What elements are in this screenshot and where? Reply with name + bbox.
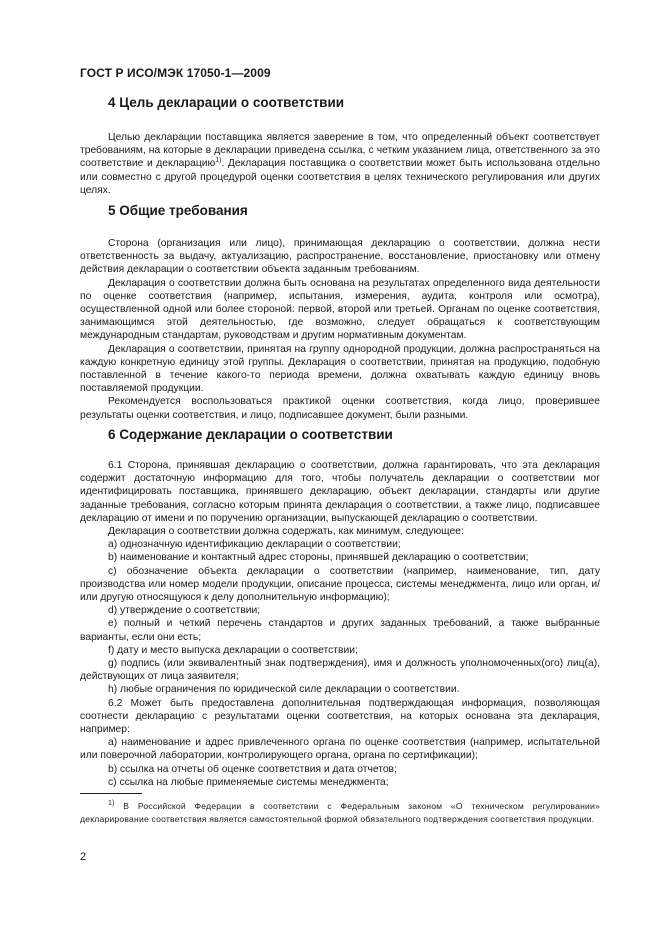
paragraph: Декларация о соответствии должна содержать, как минимум, следующее: — [108, 526, 464, 538]
footnote-divider — [80, 793, 142, 794]
list-item: g) подпись (или эквивалентный знак подтверждения), имя и должность уполномоченных(ого) лиц(а), действующих от лица заявителя; — [80, 658, 600, 683]
list-item: a) наименование и адрес привлеченного органа по оценке соответствия (например, испытательной или поверочной лаборатории, контролирующего органа, органа по сертификации); — [80, 737, 600, 762]
section-4-paragraph — [80, 131, 600, 197]
list-item: e) полный и четкий перечень стандартов и других заданных требований, а также выбранные варианты, если они есть; — [80, 618, 600, 643]
list-item: f) дату и место выпуска декларации о соответствии; — [108, 644, 358, 656]
paragraph: 6.2 Может быть предоставлена дополнительная подтверждающая информация, позволяющая соотнести декларацию с результатами оценки соответствия, на которых основана эта декларация, например: — [80, 697, 600, 736]
footnote — [80, 800, 600, 825]
footnote-marker: 1) — [108, 800, 115, 807]
section-4-text-part-1: Целью декларации поставщика является заверение в том, что определенный объект соответствует требованиям, на которые в декларации приведена ссылка, с четким указанием лица, ответственного за это соответствие и декларацию — [80, 132, 600, 170]
footnote-text: В Российской Федерации в соответствии с Федеральным законом «О техническом регулировании» декларирование соответствия является самостоятельной формой обязательного подтверждения соответствия продукции. — [80, 801, 600, 824]
section-4-heading: 4 Цель декларации о соответствии — [108, 95, 345, 110]
paragraph: Сторона (организация или лицо), принимающая декларацию о соответствии, должна нести ответственность за выдачу, актуализацию, распространение, восстановление, приостановку или отмену действия декларации о соответствии объекта заданным требованиям. — [80, 238, 600, 276]
list-item: h) любые ограничения по юридической силе декларации о соответствии. — [108, 684, 460, 696]
section-5-heading: 5 Общие требования — [108, 203, 248, 218]
section-6-heading: 6 Содержание декларации о соответствии — [108, 427, 393, 442]
list-item: a) однозначную идентификацию декларации о соответствии; — [108, 539, 401, 551]
section-5 — [80, 203, 600, 422]
paragraph: Рекомендуется воспользоваться практикой оценки соответствия, когда лицо, проверившее результаты оценки соответствия, и лицо, подписавшее документ, были разными. — [80, 396, 600, 421]
list-item: c) ссылка на любые применяемые системы менеджмента; — [108, 776, 389, 788]
list-item: d) утверждение о соответствии; — [108, 605, 261, 617]
page-number: 2 — [80, 851, 87, 863]
paragraph: Декларация о соответствии, принятая на группу однородной продукции, должна распространяться на каждую конкретную единицу этой группы. Декларация о соответствии, принятая на продукцию, подобную поставленной в течение какого-то периода времени, должна охватывать каждую единицу вновь поставляемой продукции. — [80, 343, 600, 395]
paragraph: 6.1 Сторона, принявшая декларацию о соответствии, должна гарантировать, что эта декларация содержит достаточную информацию для того, чтобы получатель декларации о соответствии мог идентифицировать поставщика, принявшего декларацию, объект декларации, стандарты или другие заданные требования, согласно которым принята декларация о соответствии, а также лицо, подписавшее декларацию от имени и по поручению организации, выпускающей декларацию о соответствии. — [80, 460, 600, 524]
document-header: ГОСТ Р ИСО/МЭК 17050-1—2009 — [80, 66, 271, 80]
list-item: c) обозначение объекта декларации о соответствии (например, наименование, тип, дату производства или номер модели продукции, описание процесса, системы менеджмента, лицо или орган, и/или другую относящуюся к делу дополнительную информацию); — [80, 565, 600, 604]
list-item: b) ссылка на отчеты об оценке соответствия и дата отчетов; — [108, 763, 397, 775]
footnote-reference: 1) — [215, 157, 222, 165]
section-4-text-part-2: . Декларация поставщика о соответствии может быть использована отдельно или совместно с другой процедурой оценки соответствия в целях технического регулирования или других целях. — [80, 158, 601, 196]
section-4 — [80, 95, 600, 197]
paragraph: Декларация о соответствии должна быть основана на результатах определенного вида деятельности по оценке соответствия (например, испытания, измерения, аудита, контроля или осмотра), осуществленной одной или более стороной: первой, второй или третьей. Органам по оценке соответствия, занимающимся этой деятельностью, где возможно, следует обращаться к соответствующим международным стандартам, руководствам и другим нормативным документам. — [80, 277, 600, 342]
section-6 — [80, 427, 600, 789]
list-item: b) наименование и контактный адрес стороны, принявшей декларацию о соответствии; — [108, 552, 529, 564]
